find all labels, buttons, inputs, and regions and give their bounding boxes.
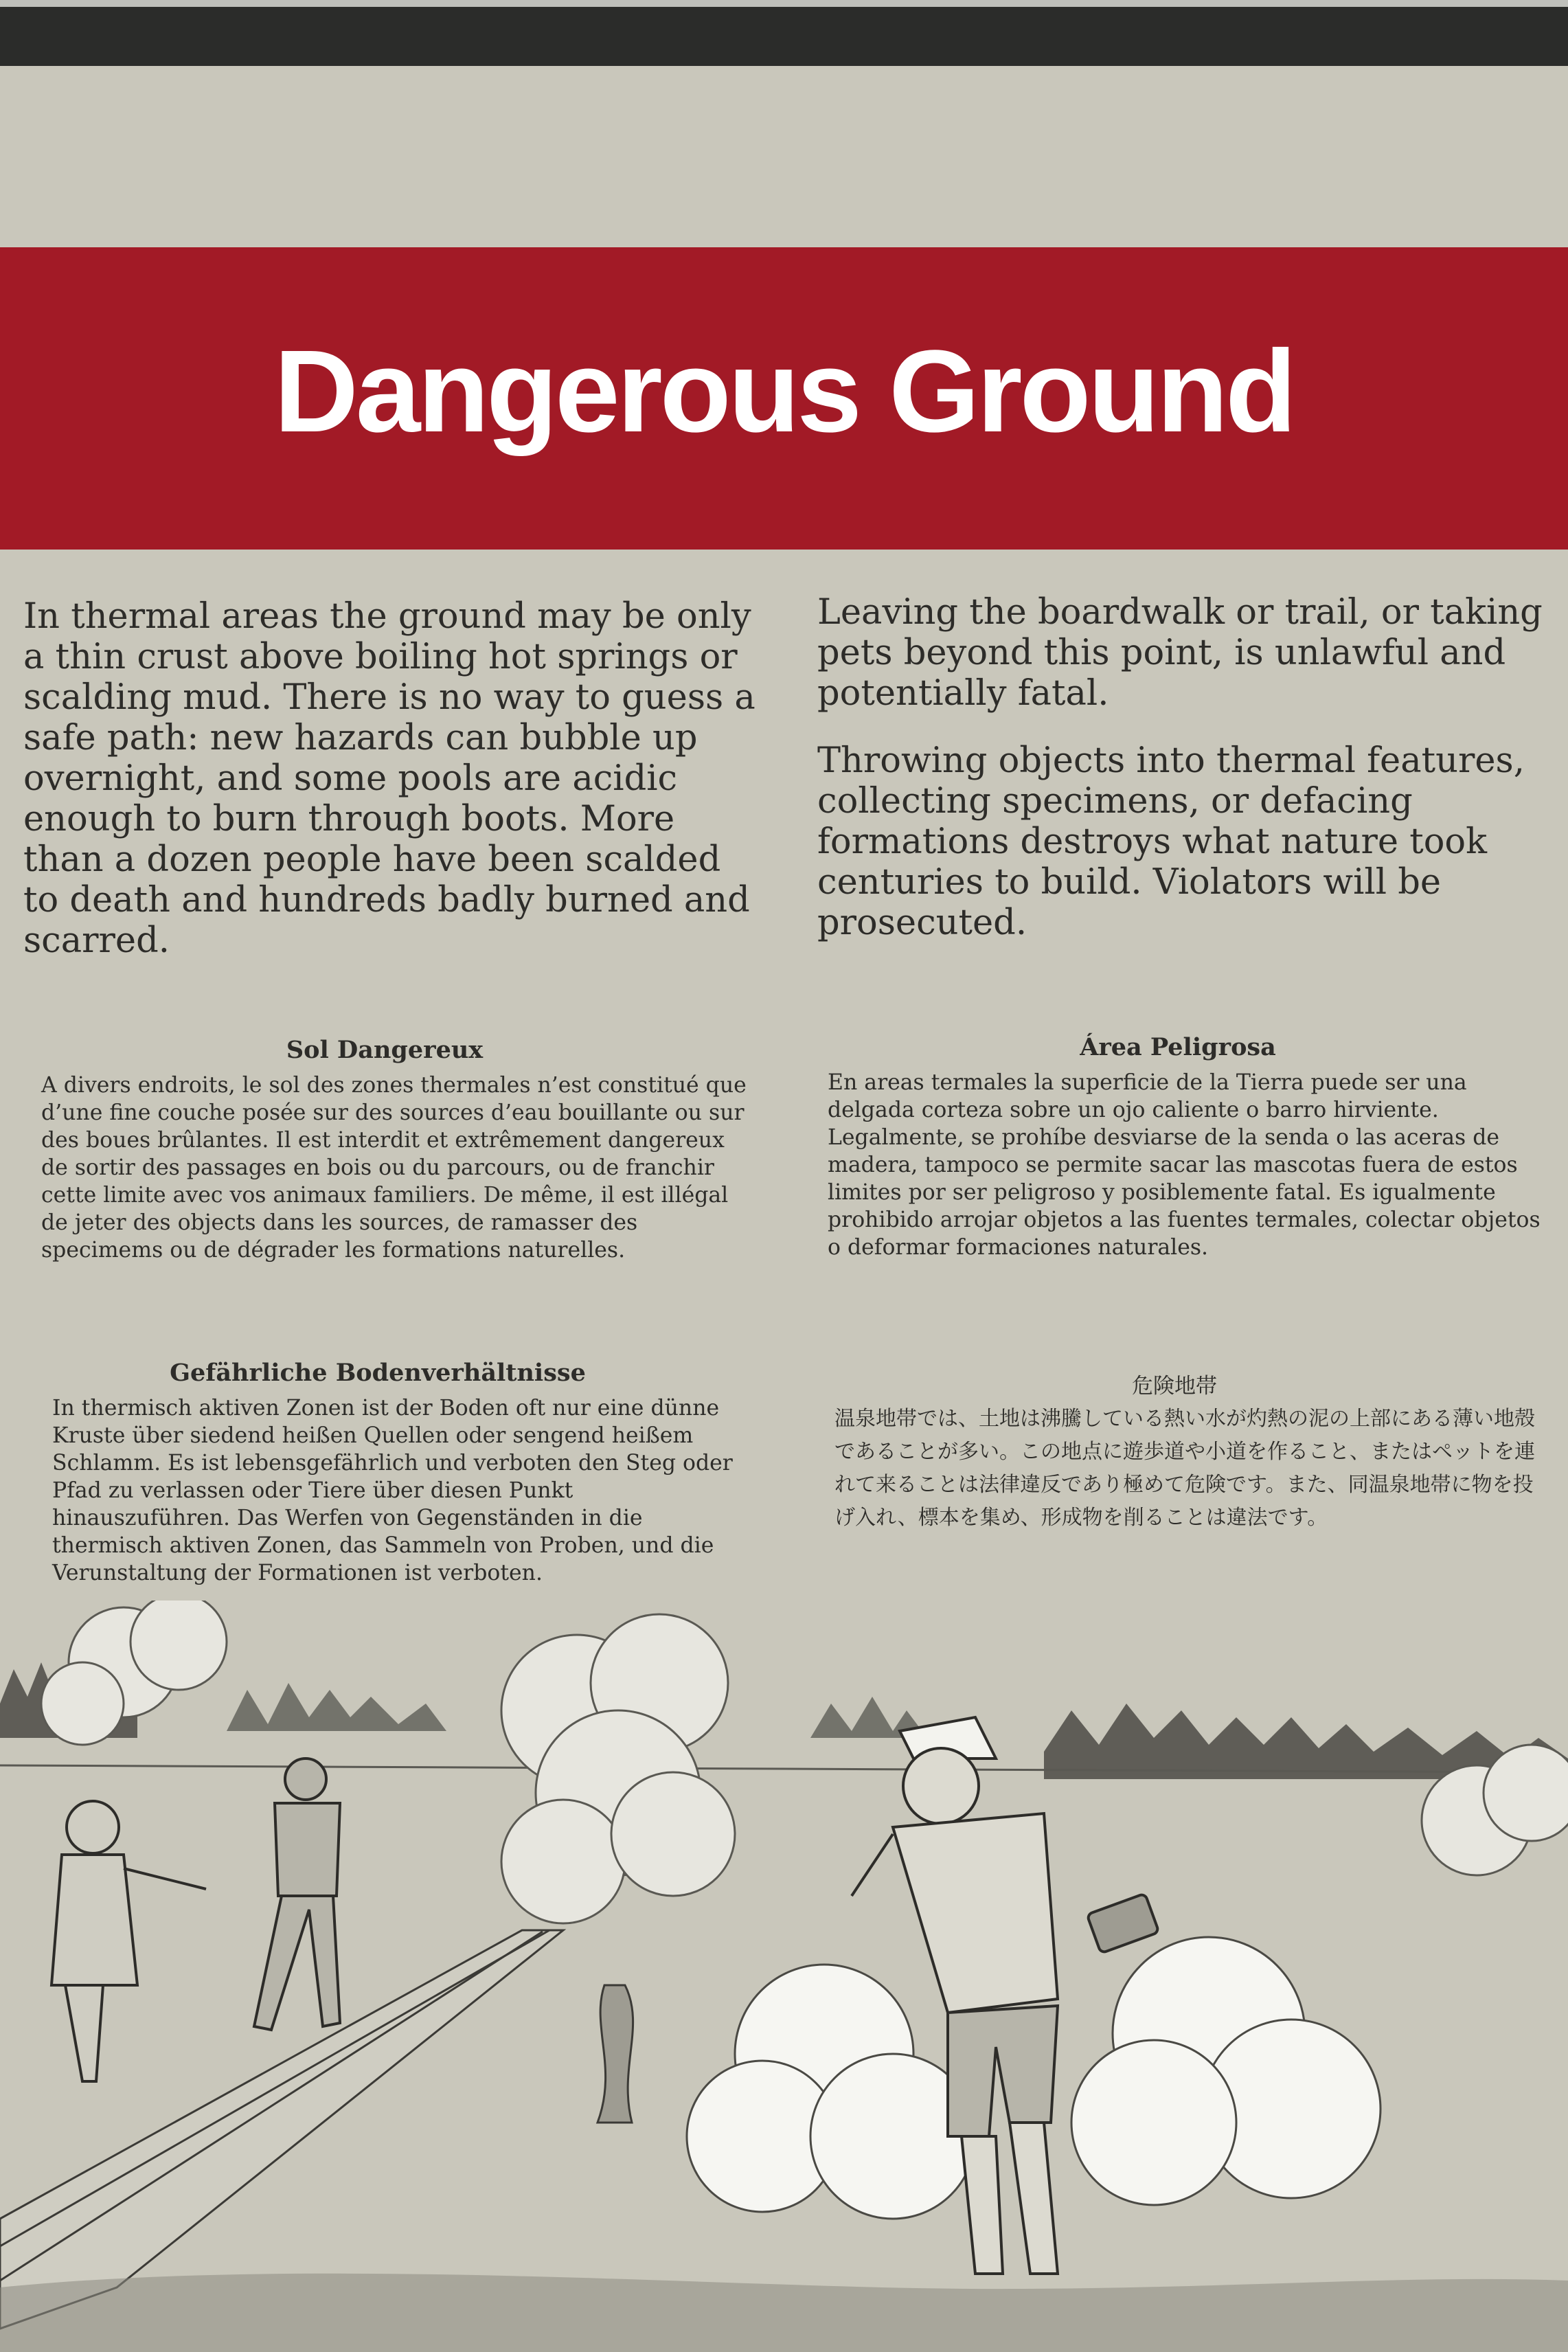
japanese-text: 温泉地帯では、土地は沸騰している熱い水が灼熱の泥の上部にある薄い地殻であることが多い。この地点に遊歩道や小道を作ること、またはペットを連れて来ることは法律違反であり極めて危険です。また、同温泉地帯に物を投げ入れ、標本を集め、形成物を削ることは違法です。 [834,1407,1535,1530]
german-heading: Gefährliche Bodenverhältnisse [170,1359,586,1387]
sign-frame-top [0,0,1568,66]
geyser-spout [598,1985,633,2123]
japanese-heading: 危険地帯 [1132,1374,1217,1399]
french-text: A divers endroits, le sol des zones thermales n’est constitué que d’une fine couche posée sur des sources d’eau bouillante ou sur des boues brûlantes. Il est interdit et extrêmement dangereux de sortir des passages en bois ou du parcours, ou de franchir cette limite avec vos animaux familiers. De même, il est illégal de jeter des objects dans les sources, de ramasser des specimems ou de dégrader les formations naturelles. [41,1073,747,1263]
french-heading: Sol Dangereux [286,1036,484,1064]
sign-title: Dangerous Ground [274,326,1294,457]
sky-strip [0,0,1568,7]
english-paragraph-right-1: Leaving the boardwalk or trail, or taking pets beyond this point, is unlawful and potentially fatal. [817,592,1543,714]
spanish-heading: Área Peligrosa [1080,1033,1276,1061]
foreground-ground [0,2274,1568,2352]
spanish-text: En areas termales la superficie de la Tierra puede ser una delgada corteza sobre un ojo caliente o barro hirviente. Legalmente, se prohíbe desviarse de la senda o las aceras de madera, tampoco se permite sacar las mascotas fuera de estos limites por ser peligroso y posiblemente fatal. Es igualmente prohibido arrojar objetos a las fuentes termales, colectar objetos o deformar formaciones naturales. [828,1070,1541,1260]
english-paragraph-right-2: Throwing objects into thermal features, collecting specimens, or defacing formations destroys what nature took centuries to build. Violators will be prosecuted. [817,740,1525,943]
man-figure [254,1759,340,2030]
tree-line [0,1662,1568,1779]
thermal-area-illustration [0,1601,1568,2352]
girl-figure [52,1801,206,2081]
german-text: In thermisch aktiven Zonen ist der Boden oft nur eine dünne Kruste über siedend heißen Quellen oder sengend heißem Schlamm. Es ist lebensgefährlich und verboten den Steg oder Pfad zu verlassen oder Tiere über diesen Punkt hinauszuführen. Das Werfen von Gegenständen in die thermisch aktiven Zonen, das Sammeln von Proben, und die Verunstaltung der Formationen ist verboten. [52,1396,733,1585]
english-paragraph-left: In thermal areas the ground may be only a thin crust above boiling hot springs or scalding mud. There is no way to guess a safe path: new hazards can bubble up overnight, and some pools are acidic enough to burn through boots. More than a dozen people have been scalded to death and hundreds badly burned and scarred. [23,596,755,961]
